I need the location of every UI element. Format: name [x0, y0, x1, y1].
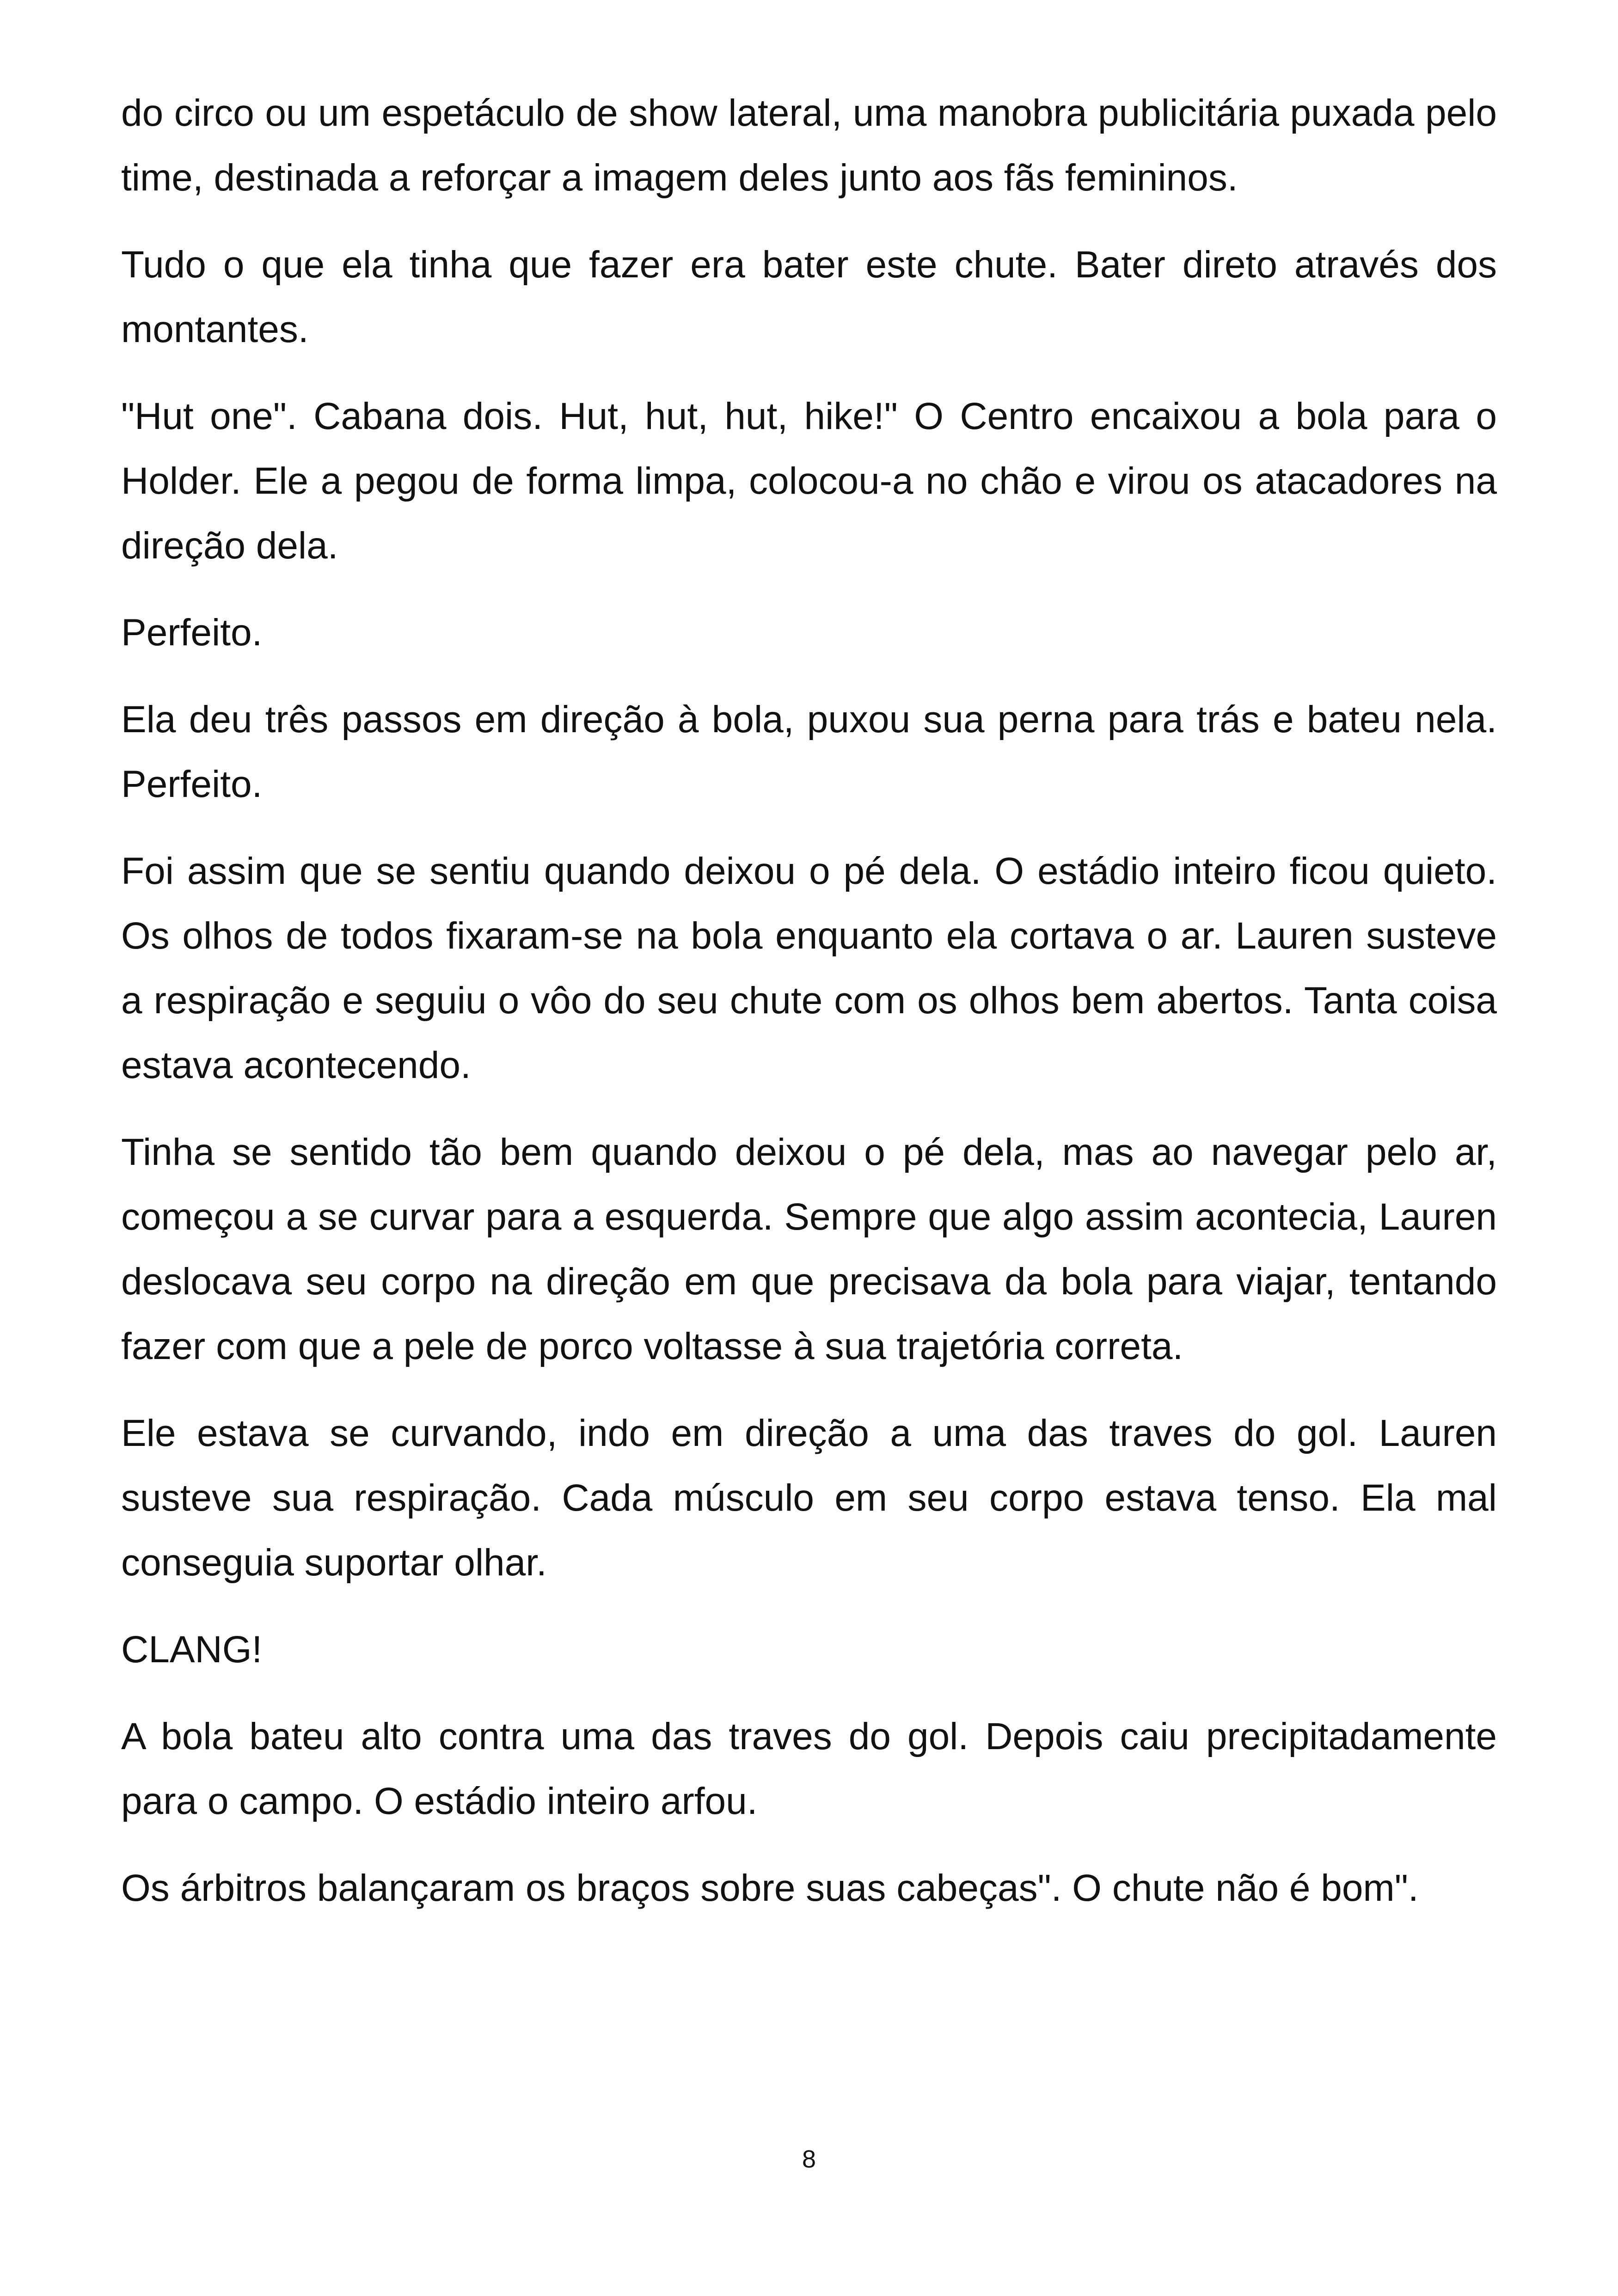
- paragraph: "Hut one". Cabana dois. Hut, hut, hut, hike!" O Centro encaixou a bola para o Holder. Ele a pegou de forma limpa, colocou-a no chão e virou os atacadores na direção dela.: [121, 395, 1497, 567]
- paragraph: CLANG!: [121, 1629, 263, 1671]
- paragraph: Foi assim que se sentiu quando deixou o pé dela. O estádio inteiro ficou quieto. Os olhos de todos fixaram-se na bola enquanto ela cortava o ar. Lauren susteve a respiração e seguiu o vôo do seu chute com os olhos bem abertos. Tanta coisa estava acontecendo.: [121, 850, 1497, 1086]
- paragraph: A bola bateu alto contra uma das traves do gol. Depois caiu precipitadamente para o campo. O estádio inteiro arfou.: [121, 1715, 1497, 1822]
- paragraph: Perfeito.: [121, 612, 263, 654]
- paragraph: Ela deu três passos em direção à bola, puxou sua perna para trás e bateu nela. Perfeito.: [121, 698, 1497, 805]
- paragraph: Tinha se sentido tão bem quando deixou o pé dela, mas ao navegar pelo ar, começou a se curvar para a esquerda. Sempre que algo assim acontecia, Lauren deslocava seu corpo na direção em que precisava da bola para viajar, tentando fazer com que a pele de porco voltasse à sua trajetória correta.: [121, 1131, 1497, 1367]
- paragraph: do circo ou um espetáculo de show lateral, uma manobra publicitária puxada pelo time, destinada a reforçar a imagem deles junto aos fãs femininos.: [121, 92, 1497, 199]
- paragraph: Ele estava se curvando, indo em direção a uma das traves do gol. Lauren susteve sua respiração. Cada músculo em seu corpo estava tenso. Ela mal conseguia suportar olhar.: [121, 1412, 1497, 1584]
- paragraph: Tudo o que ela tinha que fazer era bater este chute. Bater direto através dos montantes.: [121, 244, 1497, 350]
- page-body-text: [121, 81, 1497, 1943]
- page-number: 8: [802, 2145, 816, 2173]
- paragraph: Os árbitros balançaram os braços sobre suas cabeças". O chute não é bom".: [121, 1867, 1419, 1909]
